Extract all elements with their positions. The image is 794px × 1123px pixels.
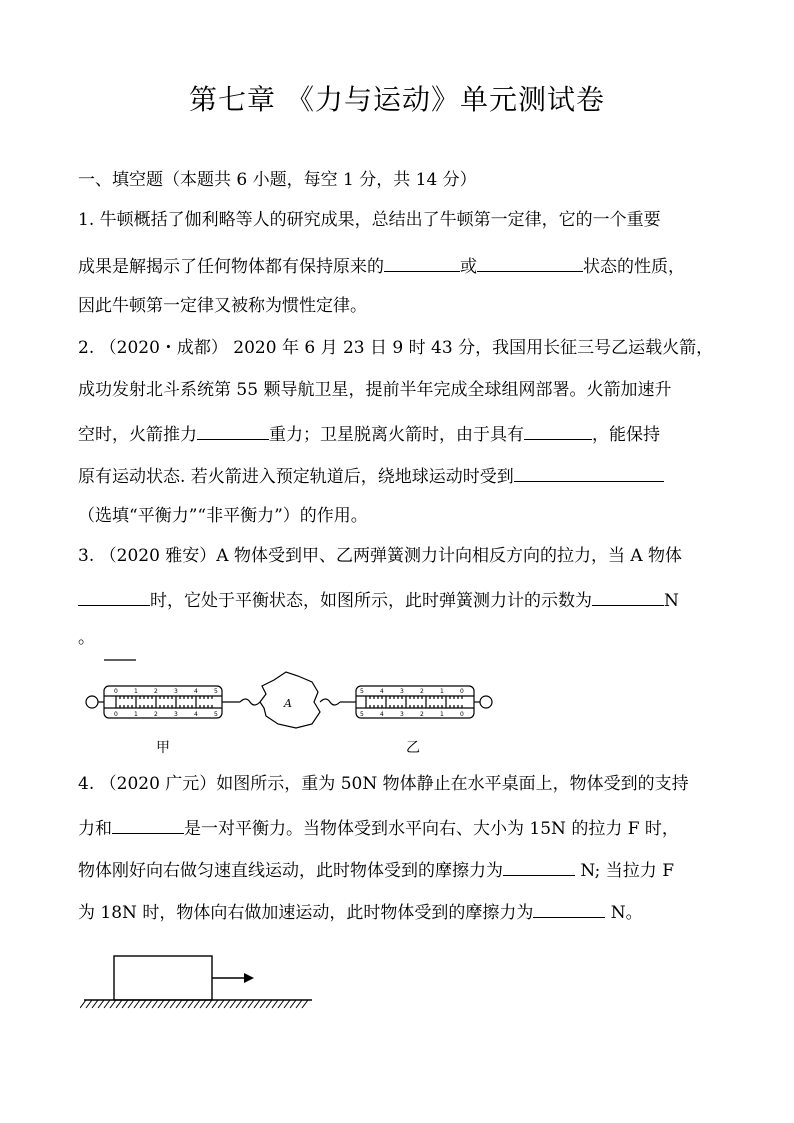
q4-line2 xyxy=(78,818,679,838)
q4-text-a: 力和 xyxy=(78,819,112,839)
hatch-line xyxy=(92,1000,98,1008)
q2-text-c: ，能保持 xyxy=(592,425,660,445)
figure-label-left: 甲 xyxy=(156,740,170,756)
hatch-line xyxy=(188,1000,194,1008)
hatch-line xyxy=(236,1000,242,1008)
scale-number: 4 xyxy=(380,711,384,718)
scale-number: 1 xyxy=(440,688,444,695)
section-heading: 一、填空题（本题共 6 小题，每空 1 分，共 14 分） xyxy=(78,170,477,190)
q1-line2 xyxy=(78,256,685,276)
scale-number: 1 xyxy=(440,711,444,718)
hatch-line xyxy=(164,1000,170,1008)
hatch-line xyxy=(302,1000,308,1008)
answer-blank[interactable] xyxy=(514,466,664,482)
hatch-line xyxy=(224,1000,230,1008)
spring-scale-figure xyxy=(80,656,500,736)
q4-text-d: N; 当拉力 F xyxy=(575,861,675,881)
scale-number: 0 xyxy=(114,711,118,718)
q2-text-b: 重力；卫星脱离火箭时，由于具有 xyxy=(269,425,524,445)
hatch-line xyxy=(140,1000,146,1008)
scale-number: 4 xyxy=(380,688,384,695)
scale-number: 1 xyxy=(134,711,138,718)
q1-text-c: 状态的性质， xyxy=(583,257,685,277)
hatch-line xyxy=(98,1000,104,1008)
hatch-line xyxy=(110,1000,116,1008)
q1-line1: 1. 牛顿概括了伽利略等人的研究成果，总结出了牛顿第一定律，它的一个重要 xyxy=(78,210,661,230)
q4-line4 xyxy=(78,902,643,922)
scale-number: 3 xyxy=(400,688,404,695)
scale-number: 4 xyxy=(194,711,198,718)
spring-scale-right xyxy=(320,686,492,718)
q3-text-a: 时，它处于平衡状态，如图所示，此时弹簧测力计的示数为 xyxy=(150,591,592,611)
q1-text-b: 或 xyxy=(460,257,477,277)
hatch-line xyxy=(296,1000,302,1008)
q2-line3 xyxy=(78,424,660,444)
q4-text-e: 为 18N 时，物体向右做加速运动，此时物体受到的摩擦力为 xyxy=(78,903,534,923)
hatch-line xyxy=(122,1000,128,1008)
hatch-line xyxy=(218,1000,224,1008)
table-hatching xyxy=(80,1000,308,1008)
page-title: 第七章 《力与运动》单元测试卷 xyxy=(189,83,605,116)
q4-line1: 4. （2020 广元）如图所示，重为 50N 物体静止在水平桌面上，物体受到的支持 xyxy=(78,774,689,794)
q4-line3 xyxy=(78,860,674,880)
scale-number: 2 xyxy=(420,688,424,695)
hatch-line xyxy=(170,1000,176,1008)
q2-line4 xyxy=(78,466,664,486)
hatch-line xyxy=(266,1000,272,1008)
hatch-line xyxy=(290,1000,296,1008)
hatch-line xyxy=(104,1000,110,1008)
scale-number: 5 xyxy=(360,711,364,718)
hatch-line xyxy=(278,1000,284,1008)
q4-text-b: 是一对平衡力。当物体受到水平向右、大小为 15N 的拉力 F 时， xyxy=(184,819,679,839)
scale-number: 5 xyxy=(214,688,218,695)
hatch-line xyxy=(194,1000,200,1008)
hatch-line xyxy=(200,1000,206,1008)
q2-line1: 2. （2020・成都） 2020 年 6 月 23 日 9 时 43 分，我国用长征三号乙运载火箭， xyxy=(78,338,714,358)
scale-number: 4 xyxy=(194,688,198,695)
scale-number: 0 xyxy=(460,711,464,718)
q3-line2 xyxy=(78,590,679,610)
figure-label-right: 乙 xyxy=(406,740,420,756)
hatch-line xyxy=(260,1000,266,1008)
answer-blank[interactable] xyxy=(78,590,150,606)
q1-line3: 因此牛顿第一定律又被称为惯性定律。 xyxy=(78,296,367,316)
hatch-line xyxy=(212,1000,218,1008)
q3-text-b: N xyxy=(664,591,679,611)
hatch-line xyxy=(176,1000,182,1008)
hatch-line xyxy=(116,1000,122,1008)
answer-blank[interactable] xyxy=(533,902,605,918)
answer-blank[interactable] xyxy=(524,424,592,440)
hatch-line xyxy=(158,1000,164,1008)
answer-blank[interactable] xyxy=(592,590,664,606)
hatch-line xyxy=(86,1000,92,1008)
answer-blank[interactable] xyxy=(477,256,583,272)
answer-blank[interactable] xyxy=(384,256,460,272)
q2-line5: （选填“平衡力”“非平衡力”）的作用。 xyxy=(78,506,368,526)
q4-text-f: N。 xyxy=(605,903,643,923)
hatch-line xyxy=(80,1000,86,1008)
scale-number: 2 xyxy=(154,688,158,695)
hatch-line xyxy=(182,1000,188,1008)
q4-text-c: 物体刚好向右做匀速直线运动，此时物体受到的摩擦力为 xyxy=(78,861,503,881)
scale-number: 2 xyxy=(154,711,158,718)
q3-line3: 。 xyxy=(78,628,95,648)
scale-number: 3 xyxy=(174,711,178,718)
scale-number: 1 xyxy=(134,688,138,695)
hatch-line xyxy=(284,1000,290,1008)
hatch-line xyxy=(128,1000,134,1008)
q2-line2: 成功发射北斗系统第 55 颗导航卫星，提前半年完成全球组网部署。火箭加速升 xyxy=(78,380,672,400)
q3-line1: 3. （2020 雅安）A 物体受到甲、乙两弹簧测力计向相反方向的拉力，当 A 物体 xyxy=(78,546,683,566)
spring-scale-left xyxy=(86,686,260,718)
scale-number: 5 xyxy=(360,688,364,695)
scale-number: 2 xyxy=(420,711,424,718)
hatch-line xyxy=(152,1000,158,1008)
q2-text-a: 空时，火箭推力 xyxy=(78,425,197,445)
hatch-line xyxy=(134,1000,140,1008)
answer-blank[interactable] xyxy=(197,424,269,440)
scale-number: 5 xyxy=(214,711,218,718)
object-a-label: A xyxy=(284,697,292,710)
answer-blank[interactable] xyxy=(112,818,184,834)
arrow-head-icon xyxy=(244,973,254,983)
hatch-line xyxy=(272,1000,278,1008)
q2-text-d: 原有运动状态. 若火箭进入预定轨道后，绕地球运动时受到 xyxy=(78,467,514,487)
hatch-line xyxy=(254,1000,260,1008)
hatch-line xyxy=(230,1000,236,1008)
hatch-line xyxy=(146,1000,152,1008)
hatch-line xyxy=(242,1000,248,1008)
scale-number: 3 xyxy=(174,688,178,695)
hatch-line xyxy=(206,1000,212,1008)
scale-number: 0 xyxy=(460,688,464,695)
q1-text-a: 成果是解揭示了任何物体都有保持原来的 xyxy=(78,257,384,277)
scale-number: 0 xyxy=(114,688,118,695)
scale-number: 3 xyxy=(400,711,404,718)
block-on-table-figure xyxy=(80,950,320,1020)
hatch-line xyxy=(248,1000,254,1008)
answer-blank[interactable] xyxy=(503,860,575,876)
block xyxy=(114,956,212,1000)
